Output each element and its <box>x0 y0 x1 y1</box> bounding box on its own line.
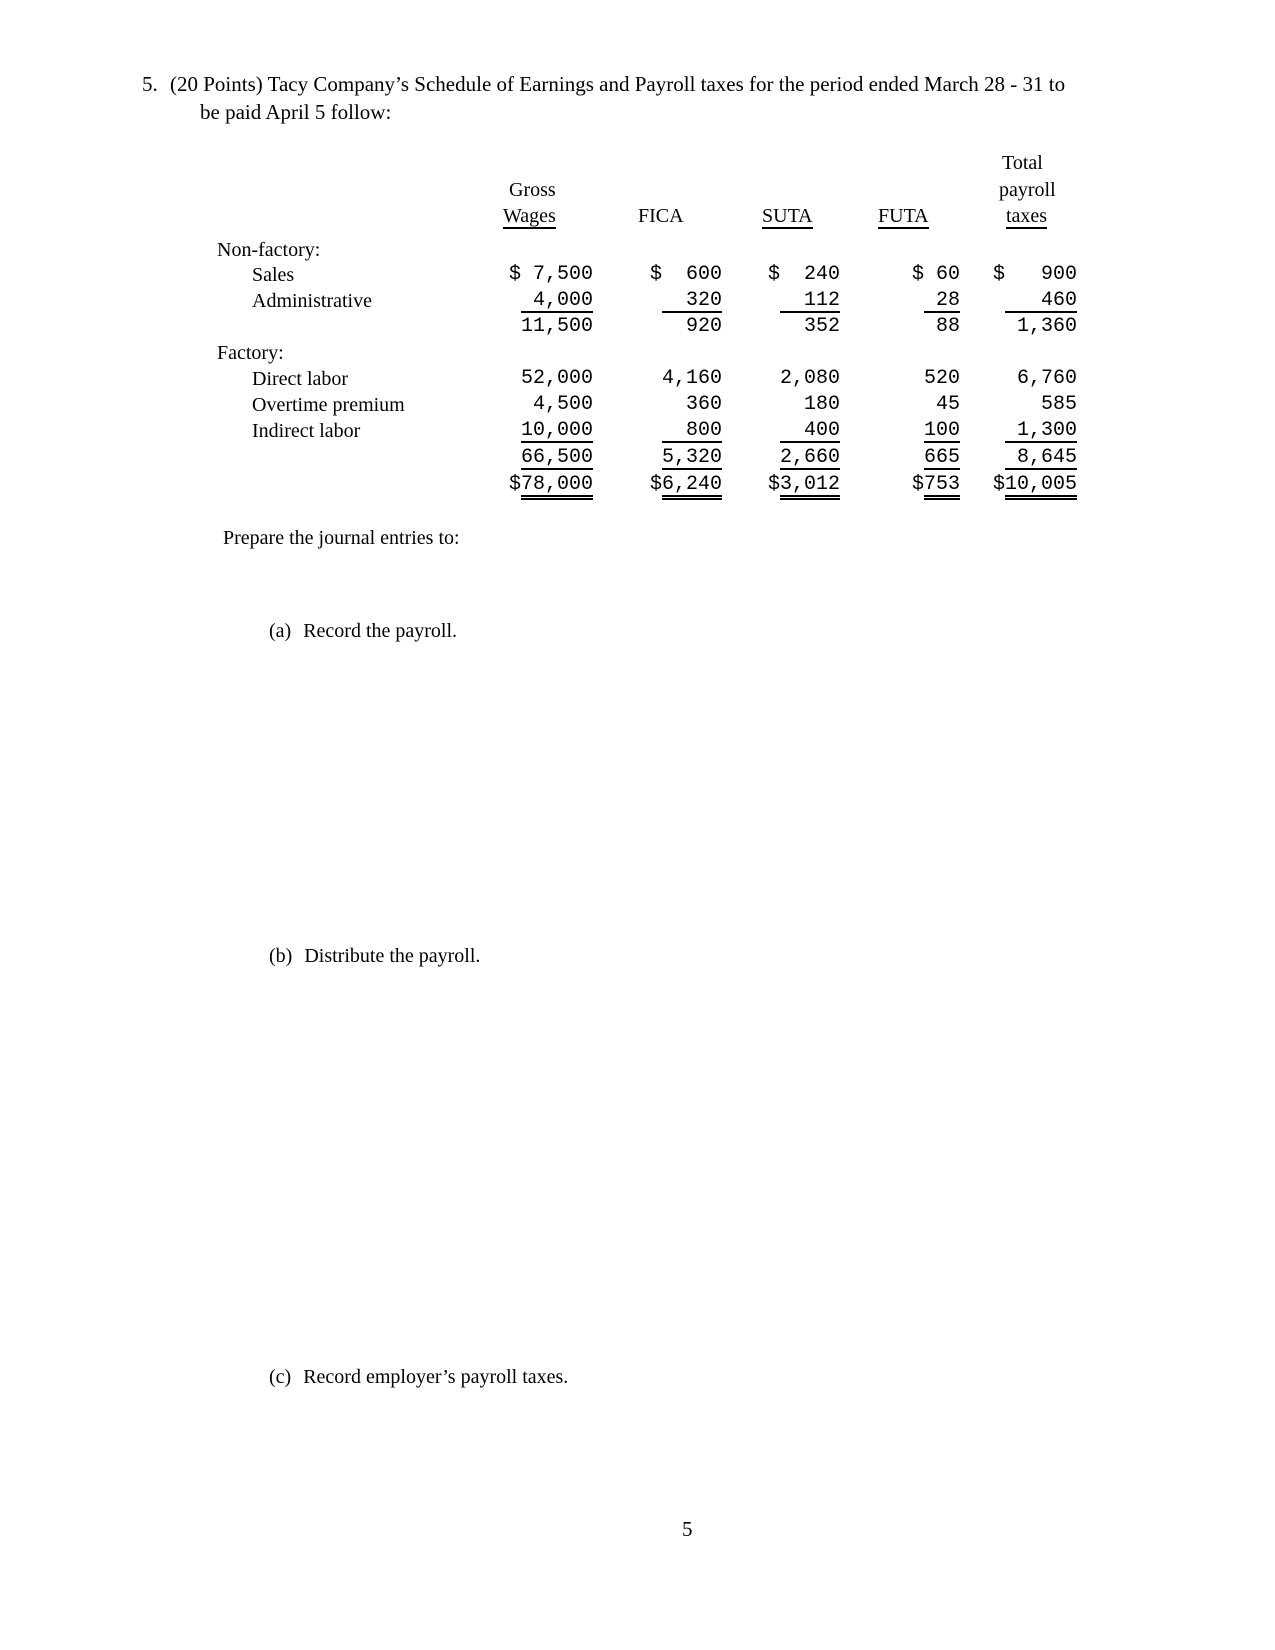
cell-nfsub-suta: 352 <box>803 315 840 338</box>
cell-sales-fica: $ 600 <box>649 263 722 286</box>
cell-admin-fica: 320 <box>661 289 722 312</box>
table-row-administrative <box>217 288 1077 314</box>
row-label-administrative: Administrative <box>252 290 372 312</box>
cell-direct-futa: 520 <box>923 367 960 390</box>
cell-fsub-futa: 665 <box>923 446 960 469</box>
table-row-sales <box>217 262 1077 288</box>
cell-indirect-total: 1,300 <box>1004 419 1077 442</box>
table-row-indirect-labor <box>217 418 1077 444</box>
cell-grand-futa: $753 <box>840 472 960 500</box>
dollar-sign: $ <box>911 473 924 496</box>
row-label-sales: Sales <box>252 264 295 286</box>
cell-sales-gross-wages: $ 7,500 <box>508 263 593 286</box>
cell-indirect-suta: 400 <box>779 419 840 442</box>
dollar-sign: $ <box>992 473 1005 496</box>
instruction-a-marker: (a) <box>269 620 292 642</box>
column-header-futa: FUTA <box>878 205 929 227</box>
cell-overtime-futa: 45 <box>935 393 960 416</box>
column-header-taxes: taxes <box>1006 205 1048 227</box>
cell-overtime-gross-wages: 4,500 <box>532 393 593 416</box>
column-header-gross: Gross <box>509 179 556 201</box>
instruction-c <box>249 1338 568 1416</box>
column-header-total-line1: Total <box>1002 152 1043 174</box>
column-header-payroll: payroll <box>999 179 1056 201</box>
cell-direct-gross-wages: 52,000 <box>520 367 593 390</box>
cell-admin-gross-wages: 4,000 <box>520 289 593 312</box>
cell-nfsub-futa: 88 <box>935 315 960 338</box>
cell-sales-suta: $ 240 <box>767 263 840 286</box>
problem-heading-line2: be paid April 5 follow: <box>200 100 392 124</box>
cell-fsub-suta: 2,660 <box>779 446 840 469</box>
row-label-indirect-labor: Indirect labor <box>252 420 361 442</box>
table-row-nonfactory-subtotal <box>217 314 1077 340</box>
cell-admin-suta: 112 <box>779 289 840 312</box>
cell-nfsub-fica: 920 <box>685 315 722 338</box>
dollar-sign: $ <box>649 473 662 496</box>
column-header-wages: Wages <box>503 205 556 227</box>
column-header-suta: SUTA <box>762 205 813 227</box>
cell-overtime-total: 585 <box>1040 393 1077 416</box>
section-label-factory: Factory: <box>217 342 284 364</box>
cell-fsub-gross-wages: 66,500 <box>520 446 593 469</box>
section-label-non-factory: Non-factory: <box>217 239 321 261</box>
cell-indirect-gross-wages: 10,000 <box>520 419 593 442</box>
cell-overtime-suta: 180 <box>803 393 840 416</box>
cell-grand-total: $10,005 <box>960 472 1077 500</box>
instruction-c-text: Record employer’s payroll taxes. <box>303 1366 569 1388</box>
dollar-sign: $ <box>767 473 780 496</box>
row-label-direct-labor: Direct labor <box>252 368 349 390</box>
problem-heading-line1: (20 Points) Tacy Company’s Schedule of Earnings and Payroll taxes for the period ended March 28 - 31 to <box>170 72 1066 96</box>
instruction-a <box>249 592 457 670</box>
cell-grand-fica: $6,240 <box>593 472 722 500</box>
cell-fsub-fica: 5,320 <box>661 446 722 469</box>
problem-number: 5. <box>142 72 158 96</box>
instruction-b <box>249 917 480 995</box>
dollar-sign: $ <box>508 473 521 496</box>
cell-nfsub-total: 1,360 <box>1016 315 1077 338</box>
cell-overtime-fica: 360 <box>685 393 722 416</box>
instructions-intro: Prepare the journal entries to: <box>223 527 460 549</box>
cell-indirect-futa: 100 <box>923 419 960 442</box>
table-row-overtime-premium <box>217 392 1077 418</box>
instruction-b-marker: (b) <box>269 945 293 967</box>
cell-fsub-total: 8,645 <box>1004 446 1077 469</box>
cell-indirect-fica: 800 <box>661 419 722 442</box>
instruction-c-marker: (c) <box>269 1366 292 1388</box>
page-number: 5 <box>682 1517 693 1541</box>
row-label-overtime-premium: Overtime premium <box>252 394 405 416</box>
cell-nfsub-gross-wages: 11,500 <box>520 315 593 338</box>
instruction-a-text: Record the payroll. <box>303 620 458 642</box>
table-row-grand-total <box>217 472 1077 500</box>
table-row-direct-labor <box>217 366 1077 392</box>
cell-grand-suta: $3,012 <box>722 472 840 500</box>
cell-grand-gross-wages: $78,000 <box>480 472 593 500</box>
cell-admin-total: 460 <box>1004 289 1077 312</box>
cell-sales-total: $ 900 <box>992 263 1077 286</box>
cell-direct-total: 6,760 <box>1016 367 1077 390</box>
instruction-b-text: Distribute the payroll. <box>304 945 481 967</box>
cell-direct-suta: 2,080 <box>779 367 840 390</box>
cell-admin-futa: 28 <box>923 289 960 312</box>
cell-sales-futa: $ 60 <box>911 263 960 286</box>
cell-direct-fica: 4,160 <box>661 367 722 390</box>
table-row-factory-subtotal <box>217 445 1077 471</box>
column-header-fica: FICA <box>638 205 684 227</box>
